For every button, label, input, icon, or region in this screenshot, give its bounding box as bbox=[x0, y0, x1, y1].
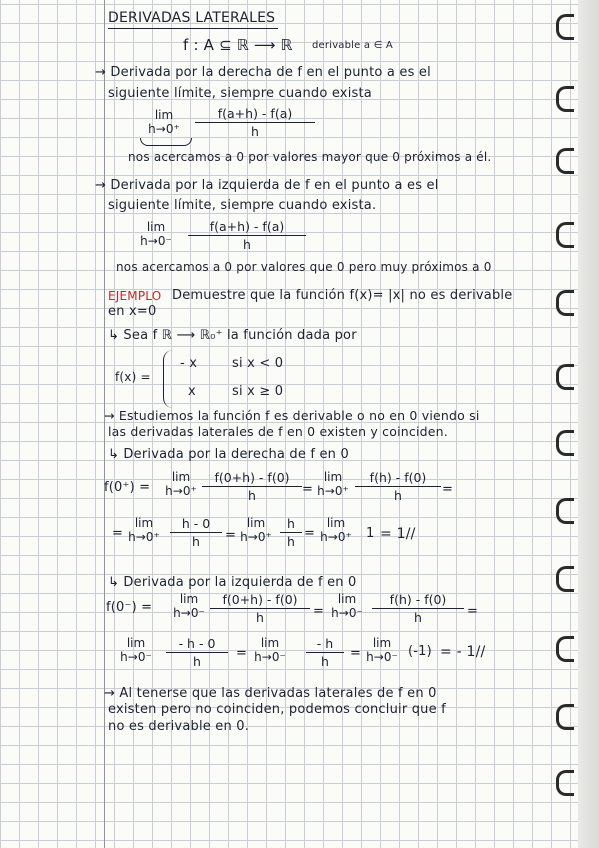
fraction bbox=[166, 636, 228, 669]
margin-line bbox=[104, 0, 105, 848]
fraction-numerator: f(0+h) - f(0) bbox=[202, 470, 302, 487]
equals: = bbox=[236, 646, 248, 661]
fraction-denominator: h bbox=[394, 488, 402, 503]
fraction-denominator: h bbox=[248, 488, 256, 503]
lim-sub: h→0⁻ bbox=[120, 650, 152, 664]
study-statement-2: las derivadas laterales de f en 0 existen y coinciden. bbox=[108, 424, 448, 439]
fraction-numerator: f(h) - f(0) bbox=[355, 470, 441, 487]
minus-one-value: (-1) bbox=[408, 644, 432, 659]
title-underline bbox=[108, 28, 278, 29]
binding-ring bbox=[556, 770, 574, 796]
lim-sub: h→0⁻ bbox=[254, 650, 286, 664]
binding-ring bbox=[556, 14, 574, 40]
lim-word: lim bbox=[323, 470, 343, 484]
fraction-denominator: h bbox=[243, 237, 251, 252]
function-domain-note: derivable a ∈ A bbox=[312, 40, 393, 51]
lim-word: lim bbox=[126, 636, 146, 650]
binding-ring bbox=[556, 430, 574, 456]
binding-ring bbox=[556, 148, 574, 174]
left-derivative-intro-2: siguiente límite, siempre cuando exista. bbox=[108, 198, 377, 213]
equals: = bbox=[467, 604, 479, 619]
binding-ring bbox=[556, 566, 574, 592]
equals: = bbox=[350, 646, 362, 661]
limit-brace bbox=[140, 138, 192, 146]
binding-ring bbox=[556, 364, 574, 390]
lim-sub: h→0⁻ bbox=[173, 606, 205, 620]
lim-word: lim bbox=[146, 220, 166, 234]
limit-block bbox=[312, 470, 354, 498]
lim-sub: h→0⁺ bbox=[128, 530, 160, 544]
lim-word: lim bbox=[372, 636, 392, 650]
lim-word: lim bbox=[246, 516, 266, 530]
lim-word: lim bbox=[260, 636, 280, 650]
lim-sub: h→0⁺ bbox=[320, 530, 352, 544]
left-limit bbox=[132, 220, 180, 248]
left-derivative-result: = - 1// bbox=[440, 644, 486, 660]
limit-block bbox=[168, 592, 210, 620]
left-derivative-note: nos acercamos a 0 por valores que 0 pero muy próximos a 0 bbox=[116, 260, 492, 274]
fraction bbox=[202, 470, 302, 503]
binding-ring bbox=[556, 290, 574, 316]
fraction-numerator: f(0+h) - f(0) bbox=[210, 592, 310, 609]
fraction bbox=[170, 516, 222, 549]
case-1-condition: si x < 0 bbox=[232, 356, 284, 371]
left-derivative-fraction bbox=[188, 219, 306, 252]
page-title: DERIVADAS LATERALES bbox=[108, 10, 276, 26]
right-derivative-intro-2: siguiente límite, siempre cuando exista bbox=[108, 86, 372, 101]
limit-block bbox=[108, 636, 164, 664]
example-label: EJEMPLO bbox=[108, 289, 162, 303]
fraction-denominator: h bbox=[256, 610, 264, 625]
function-domain: f : A ⊆ ℝ ⟶ ℝ bbox=[183, 36, 293, 54]
fraction bbox=[372, 592, 464, 625]
equals: = bbox=[313, 604, 325, 619]
limit-block bbox=[314, 516, 358, 544]
case-2-condition: si x ≥ 0 bbox=[232, 384, 284, 399]
limit-block bbox=[160, 470, 202, 498]
right-derivative-result: = 1// bbox=[380, 526, 416, 542]
conclusion-line-3: no es derivable en 0. bbox=[108, 719, 250, 734]
lim-sub: h→0⁺ bbox=[148, 122, 180, 136]
lim-sub: h→0⁻ bbox=[140, 234, 172, 248]
fraction-numerator: h - 0 bbox=[170, 516, 222, 533]
lim-sub: h→0⁺ bbox=[240, 530, 272, 544]
fraction-numerator: f(h) - f(0) bbox=[372, 592, 464, 609]
fraction-numerator: f(a+h) - f(a) bbox=[195, 106, 315, 123]
binding-ring bbox=[556, 86, 574, 112]
left-derivative-intro: → Derivada por la izquierda de f en el punto a es el bbox=[95, 178, 439, 193]
lim-word: lim bbox=[171, 470, 191, 484]
lim-word: lim bbox=[154, 108, 174, 122]
fraction-denominator: h bbox=[193, 654, 201, 669]
left-deriv-lhs: f(0⁻) = bbox=[106, 600, 153, 615]
fx-label: f(x) = bbox=[115, 370, 151, 384]
lim-sub: h→0⁺ bbox=[317, 484, 349, 498]
fraction-denominator: h bbox=[251, 124, 259, 139]
example-statement-2: en x=0 bbox=[108, 304, 157, 319]
right-deriv-lhs: f(0⁺) = bbox=[104, 480, 151, 495]
lim-sub: h→0⁻ bbox=[366, 650, 398, 664]
piecewise-brace bbox=[163, 350, 176, 408]
lim-word: lim bbox=[179, 592, 199, 606]
binding-ring bbox=[556, 498, 574, 524]
fraction bbox=[306, 636, 344, 669]
equals: = bbox=[225, 528, 237, 543]
lim-sub: h→0⁺ bbox=[165, 484, 197, 498]
limit-block bbox=[248, 636, 292, 664]
spiral-binding bbox=[578, 0, 599, 848]
binding-ring bbox=[556, 636, 574, 662]
fraction-numerator: f(a+h) - f(a) bbox=[188, 219, 306, 236]
equals: = bbox=[442, 482, 454, 497]
study-statement: → Estudiemos la función f es derivable o no en 0 viendo si bbox=[104, 408, 480, 423]
lim-word: lim bbox=[134, 516, 154, 530]
one-value: 1 bbox=[366, 526, 375, 541]
fraction-denominator: h bbox=[321, 654, 329, 669]
fraction bbox=[280, 516, 302, 549]
conclusion-line-1: → Al tenerse que las derivadas laterales de f en 0 bbox=[104, 686, 437, 701]
limit-block bbox=[234, 516, 278, 544]
fraction-denominator: h bbox=[287, 534, 295, 549]
limit-block bbox=[360, 636, 404, 664]
conclusion-line-2: existen pero no coinciden, podemos concluir que f bbox=[108, 702, 446, 717]
right-limit bbox=[140, 108, 188, 136]
equals: = bbox=[302, 482, 314, 497]
lim-word: lim bbox=[326, 516, 346, 530]
right-derivative-fraction bbox=[195, 106, 315, 139]
fraction bbox=[355, 470, 441, 503]
function-definition: ↳ Sea f ℝ ⟶ ℝ₀⁺ la función dada por bbox=[108, 328, 357, 343]
right-derivative-note: nos acercamos a 0 por valores mayor que 0 próximos a él. bbox=[128, 150, 492, 164]
limit-block bbox=[326, 592, 368, 620]
left-deriv-heading: ↳ Derivada por la izquierda de f en 0 bbox=[108, 575, 357, 590]
example-statement: Demuestre que la función f(x)= |x| no es derivable bbox=[172, 288, 513, 303]
fraction-numerator: h bbox=[280, 516, 302, 533]
binding-ring bbox=[556, 704, 574, 730]
equals: = bbox=[112, 526, 124, 541]
right-derivative-intro: → Derivada por la derecha de f en el punto a es el bbox=[95, 65, 431, 80]
lim-word: lim bbox=[337, 592, 357, 606]
case-2-expression: x bbox=[188, 384, 196, 399]
binding-ring bbox=[556, 222, 574, 248]
fraction-numerator: - h - 0 bbox=[166, 636, 228, 653]
case-1-expression: - x bbox=[180, 356, 198, 371]
fraction-denominator: h bbox=[414, 610, 422, 625]
fraction-numerator: - h bbox=[306, 636, 344, 653]
equals: = bbox=[304, 526, 316, 541]
fraction-denominator: h bbox=[192, 534, 200, 549]
lim-sub: h→0⁻ bbox=[331, 606, 363, 620]
fraction bbox=[210, 592, 310, 625]
right-deriv-heading: ↳ Derivada por la derecha de f en 0 bbox=[108, 447, 349, 462]
limit-block bbox=[122, 516, 166, 544]
